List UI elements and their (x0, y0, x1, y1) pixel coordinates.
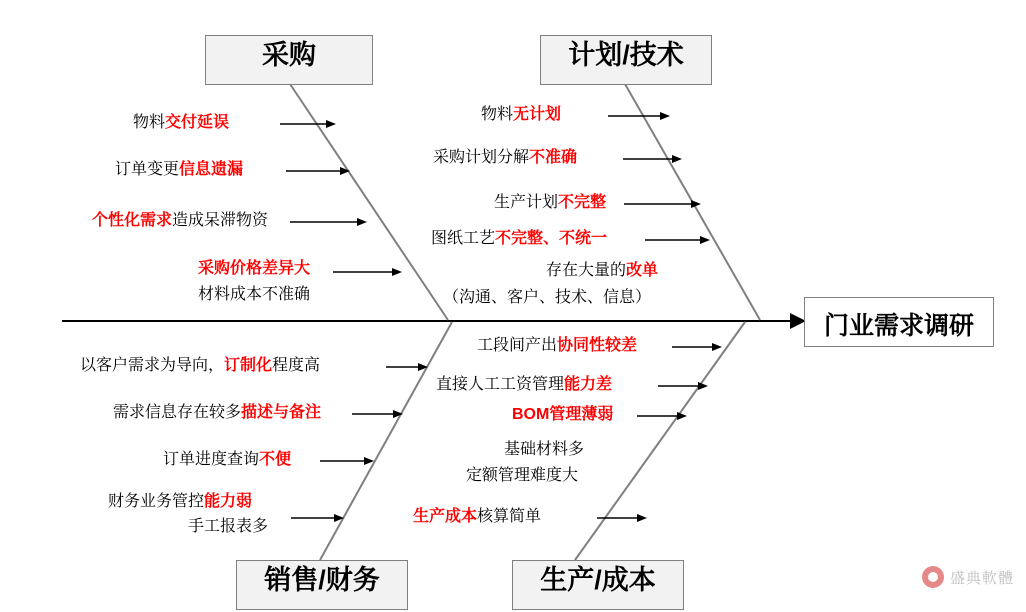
cause-text-part: 程度高 (272, 357, 321, 374)
cause-arrowheads-plan-tech (660, 112, 710, 244)
cause-sales-finance-2 (113, 403, 321, 423)
cause-sales-finance-3 (163, 450, 291, 470)
cause-text-highlight: 生产成本 (413, 508, 478, 525)
cause-text-part: 核算简单 (477, 508, 542, 525)
cause-procurement-1 (133, 113, 229, 133)
cause-sales-finance-4 (108, 492, 252, 512)
cause-text-highlight: 能力差 (564, 376, 613, 393)
cause-text-part: 财务业务管控 (108, 493, 205, 510)
cause-production-cost-5: 定额管理难度大 (466, 467, 579, 484)
cause-text-part: 订单进度查询 (163, 451, 260, 468)
cause-text-part: 造成呆滞物资 (172, 212, 269, 229)
cause-production-cost-6 (413, 507, 541, 527)
wechat-logo-icon (922, 566, 944, 588)
cause-plan-tech-2 (433, 148, 577, 168)
cause-arrows-sales-finance (291, 367, 418, 518)
effect-box[interactable]: 门业需求调研 (804, 297, 994, 347)
cause-text-part: 工段间产出 (477, 337, 558, 354)
cause-text-highlight: 交付延误 (165, 114, 230, 131)
cause-plan-tech-5 (546, 261, 658, 281)
cause-text-part: 以客户需求为导向， (80, 357, 225, 374)
cause-arrows-procurement (280, 124, 392, 272)
cause-text-highlight: 个性化需求 (92, 212, 173, 229)
cause-text-highlight: 信息遗漏 (179, 161, 244, 178)
cause-procurement-3 (92, 211, 268, 231)
cause-plan-tech-4 (431, 229, 607, 249)
cause-text-highlight: 订制化 (224, 357, 273, 374)
cause-text-highlight: 不便 (259, 451, 292, 468)
cause-text-part: 物料 (133, 114, 166, 131)
watermark (922, 566, 1014, 588)
cause-text-highlight: 不完整、不统一 (495, 230, 608, 247)
cause-text-part: 图纸工艺 (431, 230, 496, 247)
cause-arrowheads-production-cost (637, 343, 722, 522)
cause-text-highlight: 协同性较差 (557, 337, 638, 354)
rib-procurement (290, 84, 448, 320)
category-box-production-cost[interactable]: 生产/成本 (512, 560, 684, 610)
cause-text-highlight: 无计划 (513, 106, 562, 123)
cause-production-cost-4: 基础材料多 (504, 441, 585, 458)
cause-sales-finance-1 (80, 356, 320, 376)
cause-sales-finance-5: 手工报表多 (188, 518, 269, 535)
category-box-sales-finance[interactable]: 销售/财务 (236, 560, 408, 610)
cause-arrows-production-cost (597, 347, 712, 518)
cause-production-cost-3: BOM管理薄弱 (512, 406, 614, 423)
cause-text-part: 采购计划分解 (433, 149, 530, 166)
cause-text-highlight: 改单 (626, 262, 659, 279)
cause-production-cost-1 (477, 336, 637, 356)
category-box-procurement[interactable]: 采购 (205, 35, 373, 85)
cause-text-part: 需求信息存在较多 (113, 404, 242, 421)
cause-procurement-5: 材料成本不准确 (198, 286, 311, 303)
cause-plan-tech-6: （沟通、客户、技术、信息） (443, 289, 652, 306)
cause-text-highlight: 能力弱 (204, 493, 253, 510)
cause-procurement-2 (115, 160, 243, 180)
cause-text-part: 直接人工工资管理 (436, 376, 565, 393)
cause-text-part: 生产计划 (494, 194, 559, 211)
cause-plan-tech-1 (481, 105, 561, 125)
cause-plan-tech-3 (494, 193, 606, 213)
cause-text-part: 订单变更 (115, 161, 180, 178)
cause-text-part: 存在大量的 (546, 262, 627, 279)
cause-text-highlight: 描述与备注 (241, 404, 322, 421)
watermark-text: 盛典軟體 (949, 569, 1014, 587)
rib-production-cost (575, 322, 745, 560)
cause-arrowheads-procurement (326, 120, 402, 276)
cause-text-highlight: 不准确 (529, 149, 578, 166)
category-box-plan-tech[interactable]: 计划/技术 (540, 35, 712, 85)
cause-production-cost-2 (436, 375, 612, 395)
cause-text-part: 物料 (481, 106, 514, 123)
cause-text-highlight: 不完整 (558, 194, 607, 211)
cause-arrowheads-sales-finance (334, 363, 428, 522)
cause-procurement-4: 采购价格差异大 (198, 260, 311, 277)
